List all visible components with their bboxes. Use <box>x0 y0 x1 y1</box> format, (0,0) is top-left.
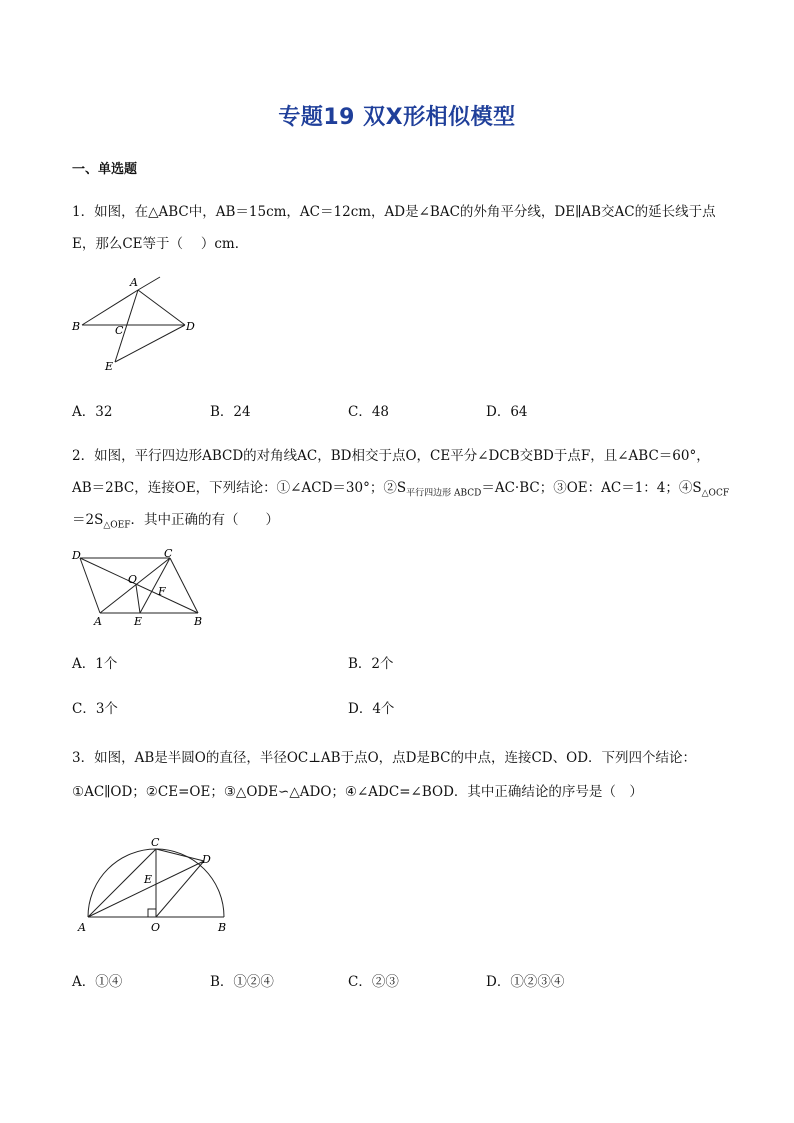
q2-label-d: D <box>72 549 81 562</box>
question-2-line-3: $=2S_{\triangle OEF}$．其中正确的有（ ） <box>72 512 279 531</box>
q1-label-a: A <box>130 276 138 289</box>
question-2-figure <box>68 545 218 630</box>
q3-label-d: D <box>202 853 211 866</box>
section-heading: 一、单选题 <box>72 162 138 177</box>
q3-label-a: A <box>78 921 86 934</box>
question-1-line-1: 1．如图，在△ABC中，AB＝15cm，AC＝12cm，AD是∠BAC的外角平分线，DE∥AB交AC的延长线于点 <box>72 204 716 220</box>
q3-label-o: O <box>151 921 161 934</box>
q3-option-d: D．①②③④ <box>486 974 565 990</box>
question-2-line-2: AB＝2BC，连接OE，下列结论：①∠ACD＝30°；$②S_{平行四边形 ABCD}=AC\cdot BC$；③OE：AC＝1：4；$④S_{\triangle OCF}$ <box>72 480 730 499</box>
q1-option-a: A．32 <box>72 404 113 420</box>
q3-label-b: B <box>218 921 227 934</box>
q1-label-b: B <box>72 320 81 333</box>
question-1-line-2: E，那么CE等于（ ）cm． <box>72 236 249 252</box>
q2-option-a: A．1个 <box>72 656 118 672</box>
q1-label-e: E <box>105 360 114 373</box>
page-title: 专题19 双X形相似模型 <box>278 105 516 130</box>
q2-label-a: A <box>94 615 102 628</box>
q2-option-c: C．3个 <box>72 701 118 717</box>
q3-option-c: C．②③ <box>348 974 399 990</box>
question-1-figure <box>70 270 210 380</box>
q1-option-c: C．48 <box>348 404 390 420</box>
q2-label-e: E <box>134 615 143 628</box>
q2-label-c: C <box>164 547 173 560</box>
q1-label-d: D <box>186 320 195 333</box>
q3-option-a: A．①④ <box>72 974 123 990</box>
q1-label-c: C <box>115 324 124 337</box>
q2-label-f: F <box>158 585 166 598</box>
q1-option-b: B．24 <box>210 404 251 420</box>
q2-label-o: O <box>128 573 138 586</box>
q3-label-c: C <box>151 836 160 849</box>
q2-option-d: D．4个 <box>348 701 395 717</box>
q1-option-d: D．64 <box>486 404 528 420</box>
question-3-line-1: 3．如图，AB是半圆O的直径，半径OC⊥AB于点O，点D是BC的中点，连接CD、OD．下列四个结论： <box>72 750 697 766</box>
q3-option-b: B．①②④ <box>210 974 274 990</box>
q2-label-b: B <box>194 615 203 628</box>
question-2-line-1: 2．如图，平行四边形ABCD的对角线AC，BD相交于点O，CE平分∠DCB交BD于点F，且∠ABC＝60°， <box>72 448 710 464</box>
question-3-figure <box>76 835 236 935</box>
question-3-line-2: ①AC∥OD；②CE=OE；③△ODE∽△ADO；④∠ADC=∠BOD．其中正确结论的序号是（ ） <box>72 784 643 800</box>
q2-option-b: B．2个 <box>348 656 394 672</box>
q3-label-e: E <box>144 873 153 886</box>
